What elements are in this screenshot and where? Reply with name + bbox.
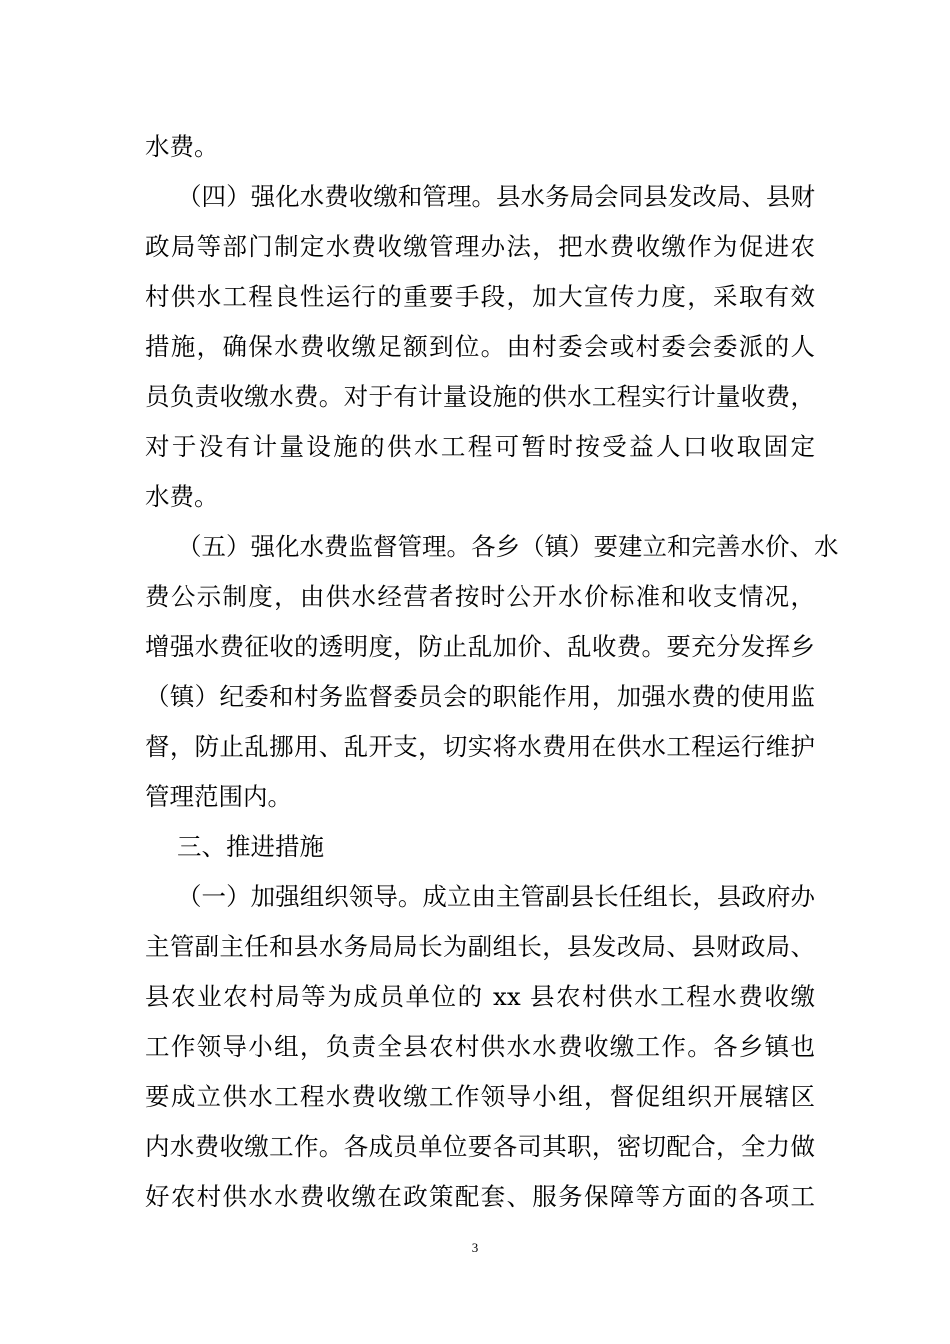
text-line: 员负责收缴水费。对于有计量设施的供水工程实行计量收费， — [145, 382, 815, 411]
text-line: 主管副主任和县水务局局长为副组长，县发改局、县财政局、 — [145, 932, 815, 961]
text-line: （五）强化水费监督管理。各乡（镇）要建立和完善水价、水 — [177, 532, 839, 561]
text-line: （一）加强组织领导。成立由主管副县长任组长，县政府办 — [177, 882, 815, 911]
text-line: 要成立供水工程水费收缴工作领导小组，督促组织开展辖区 — [145, 1082, 815, 1111]
page-number: 3 — [471, 1240, 479, 1255]
text-line: 费公示制度，由供水经营者按时公开水价标准和收支情况， — [145, 582, 815, 611]
text-line: 政局等部门制定水费收缴管理办法，把水费收缴作为促进农 — [145, 232, 815, 261]
section-heading: 三、推进措施 — [177, 832, 324, 861]
text-line: （镇）纪委和村务监督委员会的职能作用，加强水费的使用监 — [145, 682, 815, 711]
text-line: 县农业农村局等为成员单位的 xx 县农村供水工程水费收缴 — [145, 982, 815, 1011]
text-line: 内水费收缴工作。各成员单位要各司其职，密切配合，全力做 — [145, 1132, 815, 1161]
text-line: 对于没有计量设施的供水工程可暂时按受益人口收取固定 — [145, 432, 815, 461]
text-line: 督，防止乱挪用、乱开支，切实将水费用在供水工程运行维护 — [145, 732, 815, 761]
text-line: 工作领导小组，负责全县农村供水水费收缴工作。各乡镇也 — [145, 1032, 815, 1061]
text-line: 好农村供水水费收缴在政策配套、服务保障等方面的各项工 — [145, 1182, 815, 1211]
text-line: 管理范围内。 — [145, 782, 292, 811]
text-line: 水费。 — [145, 482, 219, 511]
text-line: 措施，确保水费收缴足额到位。由村委会或村委会委派的人 — [145, 332, 815, 361]
text-line: 增强水费征收的透明度，防止乱加价、乱收费。要充分发挥乡 — [145, 632, 815, 661]
text-line: 水费。 — [145, 132, 219, 161]
text-line: （四）强化水费收缴和管理。县水务局会同县发改局、县财 — [177, 182, 815, 211]
text-line: 村供水工程良性运行的重要手段，加大宣传力度，采取有效 — [145, 282, 815, 311]
